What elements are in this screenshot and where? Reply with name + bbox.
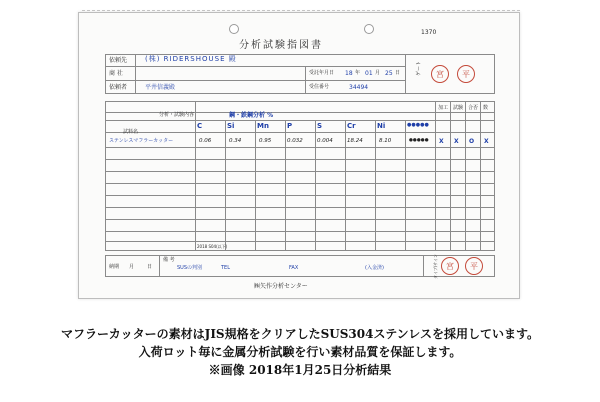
requester-name: 平井信義殿 — [145, 84, 176, 91]
element-header-cr: Cr — [347, 122, 356, 130]
company-name: ㈱矢作分析センター — [254, 283, 308, 290]
value-mn: 0.95 — [259, 138, 272, 144]
table-rule-row-3 — [105, 171, 495, 172]
approval-stamp-1: 宮 — [441, 257, 459, 275]
table-rule-row-6 — [105, 207, 495, 208]
element-header-mn: Mn — [257, 122, 269, 130]
inspector-stamp-2: 平 — [457, 65, 475, 83]
analysis-table — [105, 101, 495, 251]
value-p: 0.032 — [287, 138, 303, 144]
caption-line-1: マフラーカッターの素材はJIS規格をクリアしたSUS304ステンレスを採用しています。 — [61, 327, 539, 341]
element-header-extra: ●●●●● — [407, 122, 429, 128]
qty-label: 数 — [483, 105, 489, 111]
value-extra: ●●●●● — [409, 138, 429, 143]
table-col-p — [315, 120, 316, 251]
due-month-label: 月 — [129, 264, 135, 270]
analysis-method: 鋼・鉄鋼分析 % — [229, 112, 274, 119]
table-col-mark-3 — [480, 101, 481, 251]
punch-hole-right — [364, 24, 374, 34]
date-month-label: 月 — [375, 70, 381, 76]
table-col-cr — [375, 120, 376, 251]
client-label: 依頼先 — [109, 57, 128, 64]
date-year-label: 年 — [355, 70, 361, 76]
sample-name: ステンレスマフラーカッター — [109, 138, 174, 144]
pass-fail-label: 合否 — [468, 105, 479, 111]
value-c: 0.06 — [199, 138, 212, 144]
processing-label: 加工 — [438, 105, 449, 111]
judgement-label: 試験 — [453, 105, 464, 111]
caption-line-3: ※画像 2018年1月25日分析結果 — [208, 363, 392, 377]
table-col-c — [225, 120, 226, 251]
stamp-section-label: ゲート — [416, 60, 423, 77]
table-col-s — [345, 120, 346, 251]
element-header-s: S — [317, 122, 323, 130]
table-rule-head-2 — [105, 120, 495, 121]
request-date-label: 受託年月日 — [309, 70, 335, 76]
table-rule-row-2 — [105, 159, 495, 160]
date-month: 01 — [365, 70, 373, 77]
document-number: 1370 — [421, 29, 437, 36]
table-rule-row-4 — [105, 183, 495, 184]
due-day-label: 日 — [147, 264, 153, 270]
receipt-number: 34494 — [349, 84, 369, 91]
client-name: (株) RIDERSHOUSE 殿 — [145, 55, 237, 63]
row-note: 2018 S04(以下) — [197, 244, 228, 249]
header-col-1 — [135, 54, 136, 94]
check-mark-3: O — [469, 138, 475, 145]
receipt-no-label: 受住番号 — [309, 84, 330, 90]
header-rule-1 — [105, 66, 405, 67]
trade-name-label: 商 社 — [109, 70, 123, 77]
table-col-mn — [285, 120, 286, 251]
caption-line-2: 入荷ロット毎に金属分析試験を行い素材品質を保証します。 — [138, 345, 462, 359]
inspector-stamp-1: 宮 — [431, 65, 449, 83]
check-mark-1: X — [439, 138, 444, 145]
table-rule-row-9 — [105, 241, 495, 242]
header-col-3 — [405, 54, 406, 94]
approval-stamp-2: 平 — [465, 257, 483, 275]
check-mark-2: X — [454, 138, 459, 145]
date-day: 25 — [385, 70, 393, 77]
value-ni: 8.10 — [379, 138, 392, 144]
footer-col-2 — [423, 255, 424, 277]
stamp-label: タイプ/サイン — [432, 254, 438, 279]
element-header-si: Si — [227, 122, 235, 130]
header-rule-2 — [105, 80, 405, 81]
table-rule-row-5 — [105, 195, 495, 196]
table-col-mark-2 — [465, 101, 466, 251]
document-title: 分析試験指図書 — [239, 40, 323, 51]
punch-hole-left — [229, 24, 239, 34]
value-si: 0.34 — [229, 138, 242, 144]
date-day-label: 日 — [395, 70, 401, 76]
analysis-document — [78, 12, 520, 299]
date-era: 18 — [345, 70, 353, 77]
payment-status: (入金済) — [365, 265, 384, 271]
footer-col-1 — [159, 255, 160, 277]
analysis-item-label: 分析・試験内容 — [159, 112, 195, 118]
table-rule-head-3 — [105, 132, 495, 133]
table-col-ni — [405, 120, 406, 251]
element-header-p: P — [287, 122, 293, 130]
table-col-sample — [195, 101, 196, 251]
due-date-label: 納期 — [109, 264, 120, 270]
table-rule-row-7 — [105, 219, 495, 220]
table-col-mark-1 — [450, 101, 451, 251]
sus-label: SUSの判別 — [177, 265, 203, 271]
table-col-dots — [435, 101, 436, 251]
check-mark-4: X — [484, 138, 489, 145]
header-col-2 — [305, 66, 306, 94]
sample-name-label: 試料名 — [123, 129, 139, 135]
fax-label: FAX — [289, 265, 299, 271]
element-header-c: C — [197, 122, 203, 130]
remarks-label: 備 考 — [163, 257, 175, 263]
table-rule-row-8 — [105, 231, 495, 232]
element-header-ni: Ni — [377, 122, 386, 130]
tel-label: TEL — [221, 265, 230, 271]
value-s: 0.004 — [317, 138, 333, 144]
requester-label: 依頼者 — [109, 84, 128, 91]
table-col-si — [255, 120, 256, 251]
table-rule-row-1 — [105, 147, 495, 148]
value-cr: 18.24 — [347, 138, 363, 144]
